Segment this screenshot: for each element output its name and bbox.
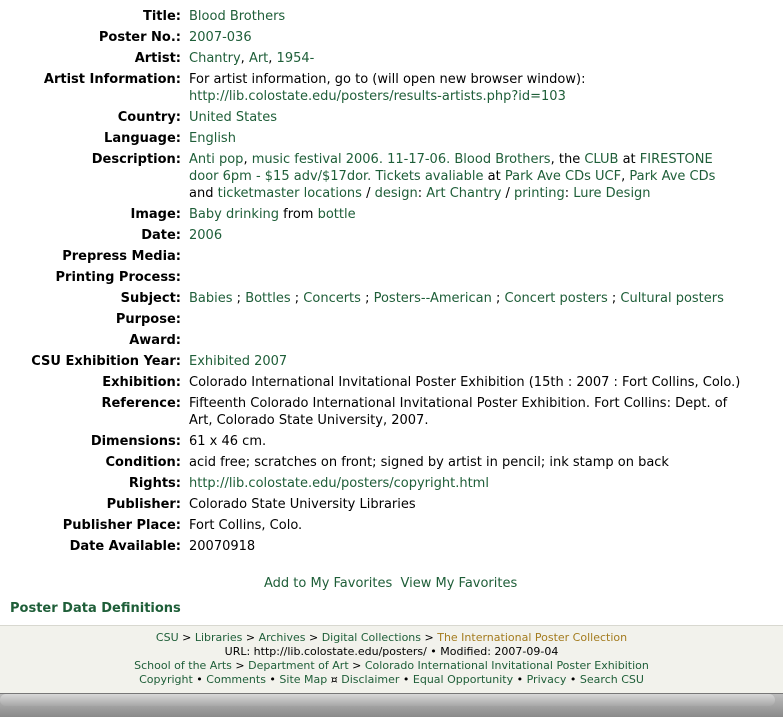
language-link[interactable]: English	[189, 131, 236, 146]
label-description: Description:	[91, 152, 181, 167]
sep: >	[421, 631, 438, 644]
csu-year-link[interactable]: Exhibited 2007	[189, 354, 288, 369]
subject-concert-posters-link[interactable]: Concert posters	[504, 291, 608, 306]
row-purpose	[0, 311, 783, 332]
sep: >	[178, 631, 195, 644]
footer-breadcrumb	[0, 631, 783, 645]
footer-copyright-link[interactable]: Copyright	[139, 673, 193, 686]
award-value	[189, 332, 783, 353]
label-rights: Rights:	[128, 476, 181, 491]
sep: ¤	[327, 673, 342, 686]
subject-posters-american-link[interactable]: Posters--American	[373, 291, 492, 306]
sep: ,	[621, 169, 630, 184]
row-language	[0, 130, 783, 151]
sep: •	[513, 673, 527, 686]
label-artist: Artist:	[134, 51, 181, 66]
footer-dept-links	[0, 659, 783, 673]
footer-dept-art-link[interactable]: Department of Art	[248, 659, 349, 672]
row-poster-no	[0, 29, 783, 50]
sep: /	[501, 186, 515, 201]
row-artist-info	[0, 71, 783, 109]
label-prepress: Prepress Media:	[62, 249, 181, 264]
footer-archives-link[interactable]: Archives	[258, 631, 306, 644]
footer-sitemap-link[interactable]: Site Map	[279, 673, 328, 686]
footer-disclaimer-link[interactable]: Disclaimer	[341, 673, 400, 686]
desc-blood-brothers-link[interactable]: Blood Brothers	[454, 152, 551, 167]
artist-firstname-link[interactable]: Art	[248, 51, 269, 66]
row-dimensions	[0, 433, 783, 454]
row-description	[0, 151, 783, 206]
title-link[interactable]: Blood Brothers	[189, 9, 286, 24]
image-baby-drinking-link[interactable]: Baby drinking	[189, 207, 280, 222]
label-csu-year: CSU Exhibition Year:	[31, 354, 181, 369]
sep: :	[564, 186, 574, 201]
label-poster-no: Poster No.:	[98, 30, 181, 45]
footer-search-csu-link[interactable]: Search CSU	[579, 673, 644, 686]
footer-exhibition-link[interactable]: Colorado International Invitational Poster Exhibition	[364, 659, 649, 672]
artist-lastname-link[interactable]: Chantry	[189, 51, 241, 66]
poster-data-definitions-link[interactable]: Poster Data Definitions	[10, 601, 181, 616]
sep: ;	[232, 291, 246, 306]
row-exhibition	[0, 374, 783, 395]
desc-design-link[interactable]: design	[374, 186, 418, 201]
footer-bottom-links	[0, 673, 783, 687]
country-link[interactable]: United States	[189, 110, 278, 125]
sep: ,	[268, 51, 277, 66]
row-prepress	[0, 248, 783, 269]
sep: >	[242, 631, 259, 644]
desc-park-ave-ucf-link[interactable]: Park Ave CDs UCF	[504, 169, 622, 184]
sep: at	[483, 169, 505, 184]
label-condition: Condition:	[105, 455, 181, 470]
sep: ;	[491, 291, 505, 306]
row-reference	[0, 395, 783, 433]
label-dimensions: Dimensions:	[90, 434, 181, 449]
label-printing: Printing Process:	[55, 270, 181, 285]
sep: >	[305, 631, 322, 644]
exhibition-value: Colorado International Invitational Poster Exhibition (15th : 2007 : Fort Collins, Colo.)	[189, 375, 741, 390]
desc-firestone-link[interactable]: FIRESTONE door 6pm - $15 adv/$17dor.	[189, 152, 713, 184]
sep: >	[348, 659, 365, 672]
footer-equal-opportunity-link[interactable]: Equal Opportunity	[412, 673, 514, 686]
desc-anti-pop-link[interactable]: Anti pop	[189, 152, 244, 167]
desc-park-ave-link[interactable]: Park Ave CDs	[629, 169, 716, 184]
row-csu-year	[0, 353, 783, 374]
printing-value	[189, 269, 783, 290]
desc-club-link[interactable]: CLUB	[584, 152, 619, 167]
subject-concerts-link[interactable]: Concerts	[303, 291, 361, 306]
sep: and	[189, 186, 218, 201]
row-artist	[0, 50, 783, 71]
desc-art-chantry-link[interactable]: Art Chantry	[426, 186, 502, 201]
artist-year-link[interactable]: 1954-	[276, 51, 315, 66]
desc-tickets-link[interactable]: Tickets avaliable	[375, 169, 484, 184]
artist-info-link[interactable]: http://lib.colostate.edu/posters/results-artists.php?id=103	[189, 89, 566, 104]
desc-music-festival-link[interactable]: music festival 2006. 11-17-06.	[251, 152, 451, 167]
date-link[interactable]: 2006	[189, 228, 223, 243]
row-printing	[0, 269, 783, 290]
sep: ,	[240, 51, 249, 66]
dimensions-value: 61 x 46 cm.	[189, 434, 267, 449]
row-country	[0, 109, 783, 130]
row-rights	[0, 475, 783, 496]
row-date-available	[0, 538, 783, 559]
poster-metadata-table	[0, 8, 783, 559]
desc-ticketmaster-link[interactable]: ticketmaster locations	[217, 186, 362, 201]
sep: :	[417, 186, 427, 201]
prepress-value	[189, 248, 783, 269]
sep: ;	[290, 291, 304, 306]
label-country: Country:	[117, 110, 181, 125]
add-favorites-link[interactable]: Add to My Favorites	[264, 576, 393, 591]
sep: from	[279, 207, 318, 222]
date-available-value: 20070918	[189, 539, 256, 554]
row-subject	[0, 290, 783, 311]
view-favorites-link[interactable]: View My Favorites	[400, 576, 518, 591]
label-publisher-place: Publisher Place:	[62, 518, 181, 533]
rights-link[interactable]: http://lib.colostate.edu/posters/copyright.html	[189, 476, 489, 491]
footer-url-line: URL: http://lib.colostate.edu/posters/ • Modified: 2007-09-04	[224, 645, 559, 658]
poster-no-link[interactable]: 2007-036	[189, 30, 252, 45]
label-title: Title:	[142, 9, 181, 24]
page-footer	[0, 625, 783, 693]
subject-babies-link[interactable]: Babies	[189, 291, 233, 306]
reference-value: Fifteenth Colorado International Invitational Poster Exhibition. Fort Collins: Dept. of Art, Colorado State University, 2007.	[189, 396, 728, 428]
footer-current-collection: The International Poster Collection	[437, 631, 628, 644]
sep: ,	[243, 152, 252, 167]
subject-bottles-link[interactable]: Bottles	[245, 291, 291, 306]
footer-comments-link[interactable]: Comments	[206, 673, 266, 686]
sep: •	[399, 673, 413, 686]
condition-value: acid free; scratches on front; signed by artist in pencil; ink stamp on back	[189, 455, 669, 470]
footer-school-arts-link[interactable]: School of the Arts	[134, 659, 232, 672]
label-award: Award:	[129, 333, 181, 348]
desc-lure-design-link[interactable]: Lure Design	[573, 186, 651, 201]
label-exhibition: Exhibition:	[102, 375, 181, 390]
row-condition	[0, 454, 783, 475]
purpose-value	[189, 311, 783, 332]
sep: ;	[360, 291, 374, 306]
sep: /	[361, 186, 375, 201]
sep: •	[192, 673, 207, 686]
sep: , the	[550, 152, 585, 167]
label-subject: Subject:	[120, 291, 181, 306]
row-image	[0, 206, 783, 227]
publisher-place-value: Fort Collins, Colo.	[189, 518, 303, 533]
sep: •	[265, 673, 280, 686]
footer-digital-collections-link[interactable]: Digital Collections	[321, 631, 421, 644]
desc-printing-link[interactable]: printing	[514, 186, 565, 201]
favorites-bar	[264, 576, 517, 591]
label-reference: Reference:	[101, 396, 181, 411]
row-award	[0, 332, 783, 353]
sep: •	[566, 673, 580, 686]
subject-cultural-posters-link[interactable]: Cultural posters	[620, 291, 724, 306]
footer-privacy-link[interactable]: Privacy	[526, 673, 567, 686]
label-language: Language:	[104, 131, 181, 146]
footer-csu-link[interactable]: CSU	[155, 631, 179, 644]
label-image: Image:	[130, 207, 181, 222]
publisher-value: Colorado State University Libraries	[189, 497, 416, 512]
label-artist-info: Artist Information:	[43, 72, 181, 87]
row-date	[0, 227, 783, 248]
row-publisher-place	[0, 517, 783, 538]
label-date: Date:	[141, 228, 181, 243]
artist-info-text: For artist information, go to (will open new browser window):	[189, 72, 586, 87]
row-publisher	[0, 496, 783, 517]
image-bottle-link[interactable]: bottle	[317, 207, 356, 222]
label-purpose: Purpose:	[115, 312, 181, 327]
label-publisher: Publisher:	[106, 497, 181, 512]
label-date-available: Date Available:	[69, 539, 181, 554]
row-title	[0, 8, 783, 29]
sep: ;	[607, 291, 621, 306]
horizontal-scrollbar[interactable]	[0, 694, 775, 706]
sep: at	[618, 152, 640, 167]
sep: >	[231, 659, 249, 672]
footer-libraries-link[interactable]: Libraries	[194, 631, 243, 644]
